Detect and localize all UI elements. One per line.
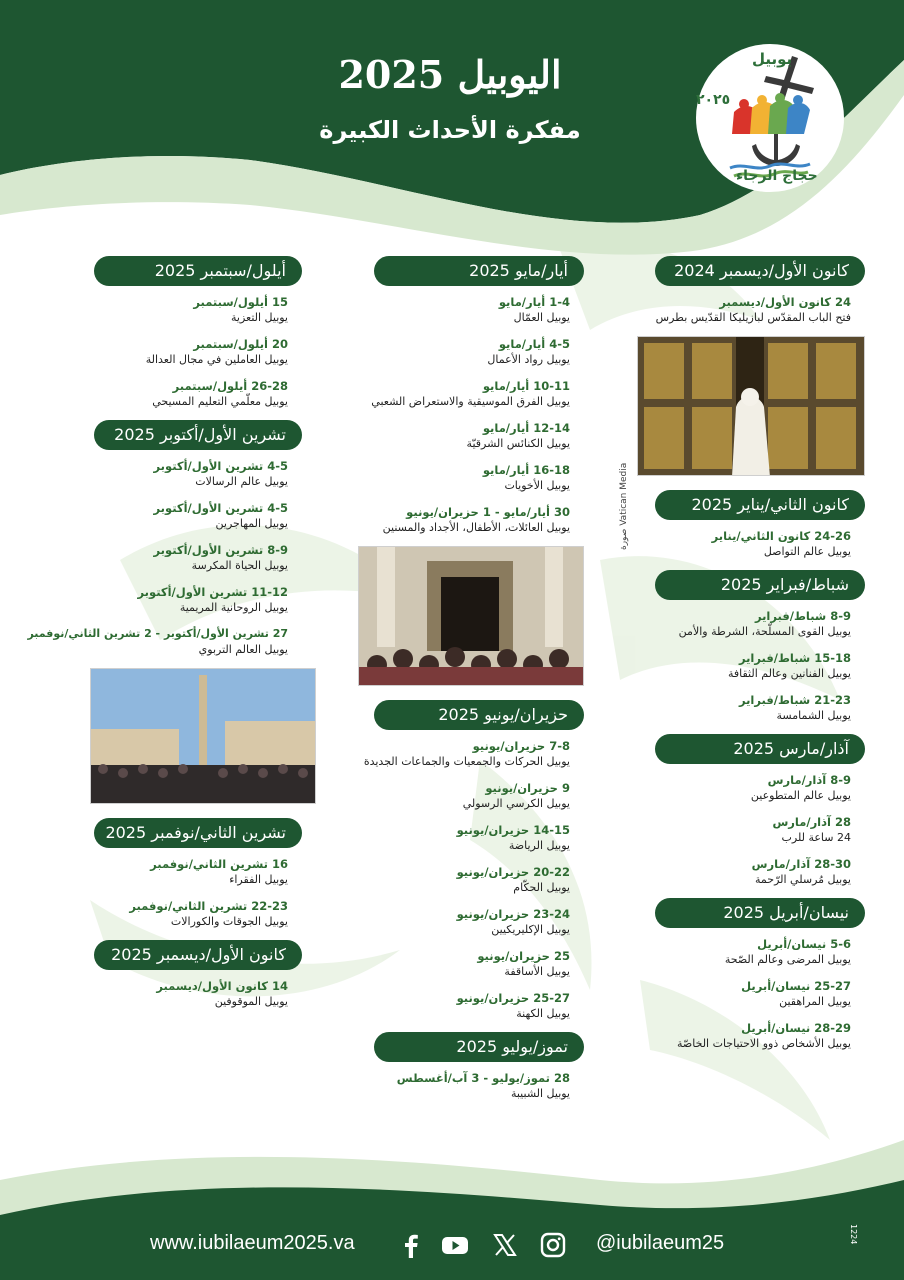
- event-item: [374, 420, 570, 452]
- event-date: 22-23 تشرين الثاني/نوفمبر: [129, 899, 288, 913]
- event-date: 28 تموز/يوليو - 3 آب/أغسطس: [396, 1071, 570, 1085]
- event-item: [374, 1070, 570, 1102]
- photo-credit-text: صورة Vatican Media: [619, 462, 629, 550]
- event-item: [374, 336, 570, 368]
- event-item: [655, 772, 851, 804]
- event-item: [655, 692, 851, 724]
- social-handle[interactable]: @iubilaeum25: [596, 1232, 725, 1254]
- photo-credit: [613, 430, 633, 550]
- event-date: 5-6 نيسان/أبريل: [757, 937, 851, 951]
- event-date: 24-26 كانون الثاني/يناير: [711, 529, 851, 543]
- event-date: 16-18 أيار/مايو: [482, 463, 570, 477]
- event-name: يوبيل الشمامسة: [776, 709, 851, 722]
- event-name: يوبيل المراهقين: [779, 995, 851, 1008]
- month-section: [27, 420, 302, 658]
- event-date: 25-27 نيسان/أبريل: [741, 979, 851, 993]
- event-date: 20 أيلول/سبتمبر: [193, 337, 288, 351]
- event-date: 8-9 شباط/فبراير: [754, 609, 851, 623]
- event-item: [374, 294, 570, 326]
- event-name: يوبيل الإكليريكيين: [491, 923, 570, 936]
- event-date: 12-14 أيار/مايو: [482, 421, 570, 435]
- event-name: يوبيل العالم التربوي: [198, 643, 288, 656]
- event-name: يوبيل الفقراء: [229, 873, 288, 886]
- event-item: [27, 626, 288, 658]
- event-name: يوبيل مُرسلي الرّحمة: [755, 873, 851, 886]
- month-header: كانون الأول/ديسمبر 2025: [94, 940, 302, 970]
- event-item: [62, 584, 288, 616]
- calendar-column-middle: [363, 256, 584, 1112]
- event-date: 11-12 تشرين الأول/أكتوبر: [137, 585, 288, 599]
- event-item: [62, 500, 288, 532]
- event-date: 24 كانون الأول/ديسمبر: [719, 295, 851, 309]
- event-date: 4-5 تشرين الأول/أكتوبر: [153, 501, 288, 515]
- event-name: يوبيل الرياضة: [508, 839, 570, 852]
- event-item: [374, 990, 570, 1022]
- month-header: كانون الأول/ديسمبر 2024: [655, 256, 865, 286]
- event-item: [62, 542, 288, 574]
- logo-text-jubilee: يوبيل: [752, 50, 793, 68]
- event-name: يوبيل المهاجرين: [215, 517, 288, 530]
- event-name: يوبيل عالم الرسالات: [195, 475, 288, 488]
- calendar-column-left: [27, 256, 302, 1020]
- month-header: تشرين الثاني/نوفمبر 2025: [94, 818, 302, 848]
- jubilee-logo: [694, 42, 846, 194]
- event-name: يوبيل العاملين في مجال العدالة: [145, 353, 288, 366]
- event-item: [655, 936, 851, 968]
- youtube-icon[interactable]: [440, 1230, 470, 1260]
- month-section: [655, 490, 865, 560]
- event-name: يوبيل الجوقات والكورالات: [170, 915, 288, 928]
- event-item: [62, 458, 288, 490]
- event-date: 7-8 حزيران/يونيو: [472, 739, 570, 753]
- event-item: [374, 864, 570, 896]
- event-item: [655, 978, 851, 1010]
- event-name: يوبيل الحركات والجمعيات والجماعات الجديدة: [363, 755, 570, 768]
- month-section: [655, 898, 865, 1052]
- month-section: [62, 256, 302, 410]
- photo-saint-peters-square: [90, 668, 316, 804]
- event-date: 25-27 حزيران/يونيو: [456, 991, 570, 1005]
- month-header: تموز/يوليو 2025: [374, 1032, 584, 1062]
- photo-basilica-crowd: [358, 546, 584, 686]
- month-header: شباط/فبراير 2025: [655, 570, 865, 600]
- event-name: يوبيل الروحانية المريمية: [179, 601, 288, 614]
- event-date: 9 حزيران/يونيو: [485, 781, 570, 795]
- website-link[interactable]: www.iubilaeum2025.va: [150, 1232, 355, 1254]
- event-name: يوبيل المرضى وعالم الصّحة: [724, 953, 851, 966]
- month-section: [374, 1032, 584, 1102]
- event-item: [374, 462, 570, 494]
- event-name: يوبيل الفنانين وعالم الثقافة: [727, 667, 851, 680]
- event-date: 30 أيار/مايو - 1 حزيران/يونيو: [406, 505, 570, 519]
- footer: [0, 1218, 904, 1280]
- event-date: 28-30 آذار/مارس: [751, 857, 851, 871]
- event-item: [62, 856, 288, 888]
- event-item: [374, 780, 570, 812]
- event-date: 10-11 أيار/مايو: [482, 379, 570, 393]
- event-name: يوبيل التعزية: [230, 311, 288, 324]
- event-item: [62, 978, 288, 1010]
- event-item: [374, 504, 570, 536]
- month-section: [655, 256, 865, 326]
- instagram-icon[interactable]: [538, 1230, 568, 1260]
- event-name: 24 ساعة للرب: [781, 831, 851, 844]
- event-name: يوبيل الحكّام: [513, 881, 570, 894]
- event-date: 27 تشرين الأول/أكتوبر - 2 تشرين الثاني/نوفمبر: [27, 627, 288, 640]
- event-item: [655, 814, 851, 846]
- event-date: 15-18 شباط/فبراير: [738, 651, 851, 665]
- event-date: 15 أيلول/سبتمبر: [193, 295, 288, 309]
- event-name: يوبيل الأشخاص ذوو الاحتياجات الخاصّة: [677, 1037, 851, 1050]
- month-header: حزيران/يونيو 2025: [374, 700, 584, 730]
- event-name: يوبيل العائلات، الأطفال، الأجداد والمسنين: [382, 521, 570, 534]
- event-date: 8-9 تشرين الأول/أكتوبر: [153, 543, 288, 557]
- event-item: [655, 528, 851, 560]
- event-name: يوبيل الحياة المكرسة: [191, 559, 288, 572]
- event-name: يوبيل الكهنة: [516, 1007, 570, 1020]
- event-item: [62, 898, 288, 930]
- facebook-icon[interactable]: [396, 1230, 426, 1260]
- event-item: [374, 948, 570, 980]
- event-item: [655, 856, 851, 888]
- event-item: [374, 822, 570, 854]
- month-header: كانون الثاني/يناير 2025: [655, 490, 865, 520]
- event-name: يوبيل عالم التواصل: [763, 545, 851, 558]
- month-header: آذار/مارس 2025: [655, 734, 865, 764]
- event-name: يوبيل معلّمي التعليم المسيحي: [152, 395, 288, 408]
- page-subtitle: مفكرة الأحداث الكبيرة: [319, 116, 581, 144]
- event-name: يوبيل الموقوفين: [214, 995, 288, 1008]
- event-date: 25 حزيران/يونيو: [477, 949, 570, 963]
- event-item: [62, 294, 288, 326]
- event-date: 14-15 حزيران/يونيو: [456, 823, 570, 837]
- month-section: [62, 940, 302, 1010]
- logo-text-pilgrims: حجاج الرجاء: [736, 168, 818, 184]
- event-name: يوبيل رواد الأعمال: [487, 353, 570, 366]
- x-twitter-icon[interactable]: [490, 1230, 520, 1260]
- month-section: [655, 570, 865, 724]
- event-date: 26-28 أيلول/سبتمبر: [172, 379, 288, 393]
- document-code: 1224: [849, 1224, 858, 1245]
- event-item: [655, 1020, 851, 1052]
- event-item: [62, 336, 288, 368]
- event-date: 23-24 حزيران/يونيو: [456, 907, 570, 921]
- event-date: 16 تشرين الثاني/نوفمبر: [150, 857, 288, 871]
- month-section: [371, 256, 584, 536]
- event-name: يوبيل الشبيبة: [510, 1087, 570, 1100]
- photo-holy-door: [637, 336, 865, 476]
- month-section: [363, 700, 584, 1022]
- event-date: 8-9 آذار/مارس: [767, 773, 851, 787]
- logo-text-year: ٢٠٢٥: [696, 92, 731, 108]
- event-date: 21-23 شباط/فبراير: [738, 693, 851, 707]
- event-item: [363, 738, 570, 770]
- month-header: نيسان/أبريل 2025: [655, 898, 865, 928]
- event-item: [371, 378, 570, 410]
- month-header: تشرين الأول/أكتوبر 2025: [94, 420, 302, 450]
- event-name: يوبيل القوى المسلّحة، الشرطة والأمن: [678, 625, 851, 638]
- event-item: [655, 608, 851, 640]
- event-date: 28-29 نيسان/أبريل: [741, 1021, 851, 1035]
- page-title: اليوبيل 2025: [338, 52, 562, 97]
- month-section: [62, 818, 302, 930]
- event-date: 4-5 تشرين الأول/أكتوبر: [153, 459, 288, 473]
- event-date: 1-4 أيار/مايو: [498, 295, 570, 309]
- event-name: يوبيل العمّال: [513, 311, 570, 324]
- event-name: يوبيل الأخويات: [504, 479, 570, 492]
- month-header: أيار/مايو 2025: [374, 256, 584, 286]
- event-date: 28 آذار/مارس: [772, 815, 851, 829]
- event-item: [655, 294, 851, 326]
- event-date: 20-22 حزيران/يونيو: [456, 865, 570, 879]
- month-header: أيلول/سبتمبر 2025: [94, 256, 302, 286]
- month-section: [655, 734, 865, 888]
- event-item: [62, 378, 288, 410]
- event-item: [655, 650, 851, 682]
- event-name: يوبيل عالم المتطوعين: [750, 789, 851, 802]
- event-name: يوبيل الفرق الموسيقية والاستعراض الشعبي: [371, 395, 570, 408]
- calendar-column-right: [655, 256, 865, 1062]
- event-name: يوبيل الكرسي الرسولي: [462, 797, 570, 810]
- event-name: فتح الباب المقدّس لبازيليكا القدّيس بطرس: [655, 311, 851, 324]
- event-name: يوبيل الأساقفة: [504, 965, 570, 978]
- event-date: 4-5 أيار/مايو: [498, 337, 570, 351]
- event-item: [374, 906, 570, 938]
- event-name: يوبيل الكنائس الشرقيّة: [466, 437, 570, 450]
- event-date: 14 كانون الأول/ديسمبر: [156, 979, 288, 993]
